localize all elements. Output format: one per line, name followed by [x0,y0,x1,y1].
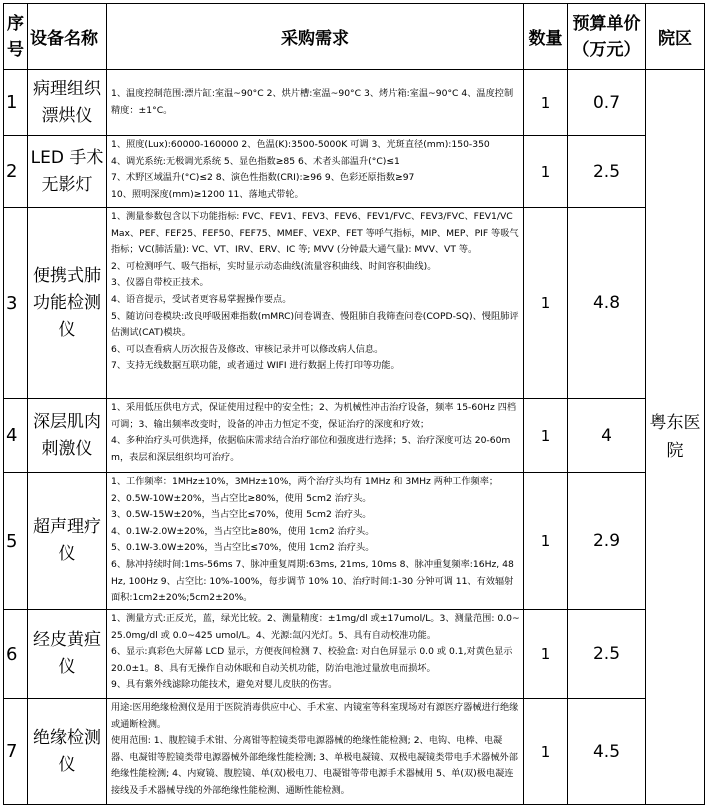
row-price: 4.5 [568,699,646,805]
row-name: 经皮黄疸仪 [28,610,107,699]
row-qty: 1 [524,136,568,208]
header-req: 采购需求 [107,4,524,70]
row-name: 病理组织漂烘仪 [28,70,107,136]
row-price: 2.5 [568,136,646,208]
row-req: 1、照度(Lux):60000-160000 2、色温(K):3500-5000K 可调 3、光斑直径(mm):150-350 4、调光系统:无极调光系统 5、显色指数≥85 6、术者头部温升(°C)≤1 7、术野区域温升(°C)≤2 8、演色性指数(CRI):≥96 9、色彩还原指数≥97 10、照明深度(mm)≥1200 11、落地式带轮。 [107,136,524,208]
header-name: 设备名称 [28,4,107,70]
row-name: 超声理疗仪 [28,473,107,610]
row-seq: 1 [4,70,28,136]
row-seq: 5 [4,473,28,610]
row-seq: 3 [4,208,28,399]
row-price: 4.8 [568,208,646,399]
row-name: 深层肌肉刺激仪 [28,399,107,473]
row-qty: 1 [524,399,568,473]
table-row [4,473,705,610]
header-district: 院区 [646,4,705,70]
row-seq: 6 [4,610,28,699]
row-name: 便携式肺功能检测仪 [28,208,107,399]
table-row [4,699,705,805]
table-row [4,208,705,399]
row-req: 1、测量参数包含以下功能指标: FVC、FEV1、FEV3、FEV6、FEV1/FVC、FEV3/FVC、FEV1/VCMax、PEF、FEF25、FEF50、FEF75、MMEF、VEXP、FET 等呼气指标，MIP、MEP、PIF 等吸气指标；VC(肺活量): VC、VT、IRV、ERV、IC 等; MVV (分钟最大通气量): MVV、VT 等。 2、可检测呼气、吸气指标，实时显示动态曲线(流量容积曲线、时间容积曲线)。 3、仪器自带校正技术。 4、语音提示，受试者更容易掌握操作要点。 5、随访问卷模块:改良呼吸困难指数(mMRC)问卷调查、慢阻肺自我筛查问卷(COPD-SQ)、慢阻肺评估测试(CAT)模块。 6、可以查看病人历次报告及修改、审核记录并可以修改病人信息。 7、支持无线数据互联功能，或者通过 WIFI 进行数据上传打印等功能。 [107,208,524,399]
row-seq: 4 [4,399,28,473]
row-qty: 1 [524,70,568,136]
row-qty: 1 [524,473,568,610]
row-seq: 2 [4,136,28,208]
row-req: 用途:医用绝缘检测仪是用于医院消毒供应中心、手术室、内镜室等科室现场对有源医疗器械进行绝缘或通断检测。 使用范围: 1、腹腔镜手术钳、分离钳等腔镜类带电源器械的绝缘性能检测; 2、电钩、电棒、电凝器、电凝钳等腔镜类带电源器械外部绝缘性能检测; 3、单极电凝镜、双极电凝镜类带电手术器械外部绝缘性能检测; 4、内窥镜、腹腔镜、单(双)极电刀、电凝钳等带电源手术器械用 5、单(双)极电凝连接线及手术器械导线的外部绝缘性能检测、通断性能检测。 [107,699,524,805]
table-row [4,136,705,208]
header-qty: 数量 [524,4,568,70]
row-qty: 1 [524,208,568,399]
row-qty: 1 [524,610,568,699]
row-price: 0.7 [568,70,646,136]
table-row [4,399,705,473]
table-row [4,70,705,136]
header-price: 预算单价（万元） [568,4,646,70]
row-req: 1、温度控制范围:漂片缸:室温~90°C 2、烘片槽:室温~90°C 3、烤片箱:室温~90°C 4、温度控制精度：±1°C。 [107,70,524,136]
row-price: 2.5 [568,610,646,699]
header-seq: 序号 [4,4,28,70]
row-qty: 1 [524,699,568,805]
row-req: 1、工作频率：1MHz±10%，3MHz±10%，两个治疗头均有 1MHz 和 3MHz 两种工作频率； 2、0.5W-10W±20%，当占空比≥80%，使用 5cm2 治疗头。 3、0.5W-15W±20%，当占空比≤70%，使用 5cm2 治疗头。 4、0.1W-2.0W±20%，当占空比≥80%，使用 1cm2 治疗头。 5、0.1W-3.0W±20%，当占空比≤70%，使用 1cm2 治疗头。 6、脉冲持续时间:1ms-56ms 7、脉冲重复周期:63ms, 21ms, 10ms 8、脉冲重复频率:16Hz, 48Hz, 100Hz 9、占空比: 10%-100%，每步调节 10% 10、治疗时间:1-30 分钟可调 11、有效辐射面积:1cm2±20%;5cm2±20%。 [107,473,524,610]
row-req: 1、采用低压供电方式，保证使用过程中的安全性；2、为机械性冲击治疗设备，频率 15-60Hz 四档可调；3、输出频率改变时，设备的冲击力恒定不变，保证治疗的深度和疗效； 4、多种治疗头可供选择，依据临床需求结合治疗部位和强度进行选择；5、治疗深度可达 20-60mm，表层和深层组织均可治疗。 [107,399,524,473]
row-price: 2.9 [568,473,646,610]
row-req: 1、测量方式:正反光，蓝，绿光比较。2、测量精度：±1mg/dl 或±17umol/L。3、测量范围: 0.0~25.0mg/dl 或 0.0~425 umol/L。4、光源:氙闪光灯。5、具有自动校准功能。 6、显示:真彩色大屏幕 LCD 显示，方便夜间检测 7、校验盒: 对白色屏显示 0.0 或 0.1,对黄色显示 20.0±1。8、具有无操作自动休眠和自动关机功能，防治电池过量放电而损坏。 9、具有紫外线滤除功能技术，避免对婴儿皮肤的伤害。 [107,610,524,699]
row-seq: 7 [4,699,28,805]
row-price: 4 [568,399,646,473]
row-name: LED 手术无影灯 [28,136,107,208]
table-row [4,610,705,699]
row-district: 粤东医院 [646,70,705,805]
procurement-table [3,3,705,805]
header-row [4,4,705,70]
row-name: 绝缘检测仪 [28,699,107,805]
